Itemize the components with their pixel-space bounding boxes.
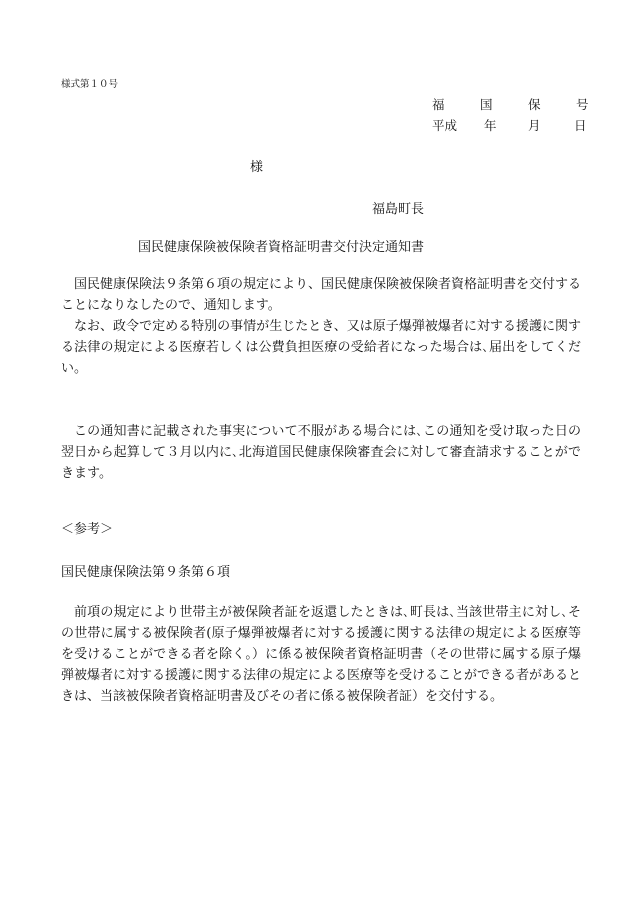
document-number bbox=[432, 95, 589, 113]
addressee: 様 bbox=[250, 160, 264, 175]
document-number-suffix: 号 bbox=[576, 97, 589, 112]
reference-text: 前項の規定により世帯主が被保険者証を返還したときは､町長は､当該世帯主に対し､その世帯に属する被保険者(原子爆弾被爆者に対する援護に関する法律の規定による医療等を受けることができる者を除く｡）に係る被保険者資格証明書（その世帯に属する原子爆弾被爆者に対する援護に関する法律の規定による医療等を受けることができる者があるときは、当該被保険者資格証明書及びその者に係る被保険者証）を交付する。 bbox=[61, 605, 582, 704]
document-number-kuni: 国 bbox=[480, 97, 493, 112]
appeal-paragraph: この通知書に記載された事実について不服がある場合には､この通知を受け取った日の翌日から起算して３月以内に､北海道国民健康保険審査会に対して審査請求することができます。 bbox=[61, 424, 581, 481]
sender: 福島町長 bbox=[372, 202, 425, 217]
notice-paragraph: 国民健康保険法９条第６項の規定により、国民健康保険被保険者資格証明書を交付することになりなしたので、通知します。 bbox=[61, 277, 582, 313]
date-year-unit: 年 bbox=[484, 118, 497, 133]
date-era: 平成 bbox=[432, 118, 458, 133]
document-number-prefix: 福 bbox=[432, 97, 445, 112]
document-number-ho: 保 bbox=[528, 97, 541, 112]
date-day-unit: 日 bbox=[574, 118, 587, 133]
document-title: 国民健康保険被保険者資格証明書交付決定通知書 bbox=[138, 240, 425, 255]
document-date bbox=[432, 116, 587, 134]
notification-paragraph: なお、政令で定める特別の事情が生じたとき、又は原子爆弾被爆者に対する援護に関する法律の規定による医療若しくは公費負担医療の受給者になった場合は､届出をしてくだい。 bbox=[61, 319, 581, 376]
form-number: 様式第１０号 bbox=[61, 79, 119, 90]
date-month-unit: 月 bbox=[528, 118, 541, 133]
reference-heading: ＜参考＞ bbox=[61, 522, 114, 537]
reference-law-title: 国民健康保険法第９条第６項 bbox=[61, 565, 231, 580]
